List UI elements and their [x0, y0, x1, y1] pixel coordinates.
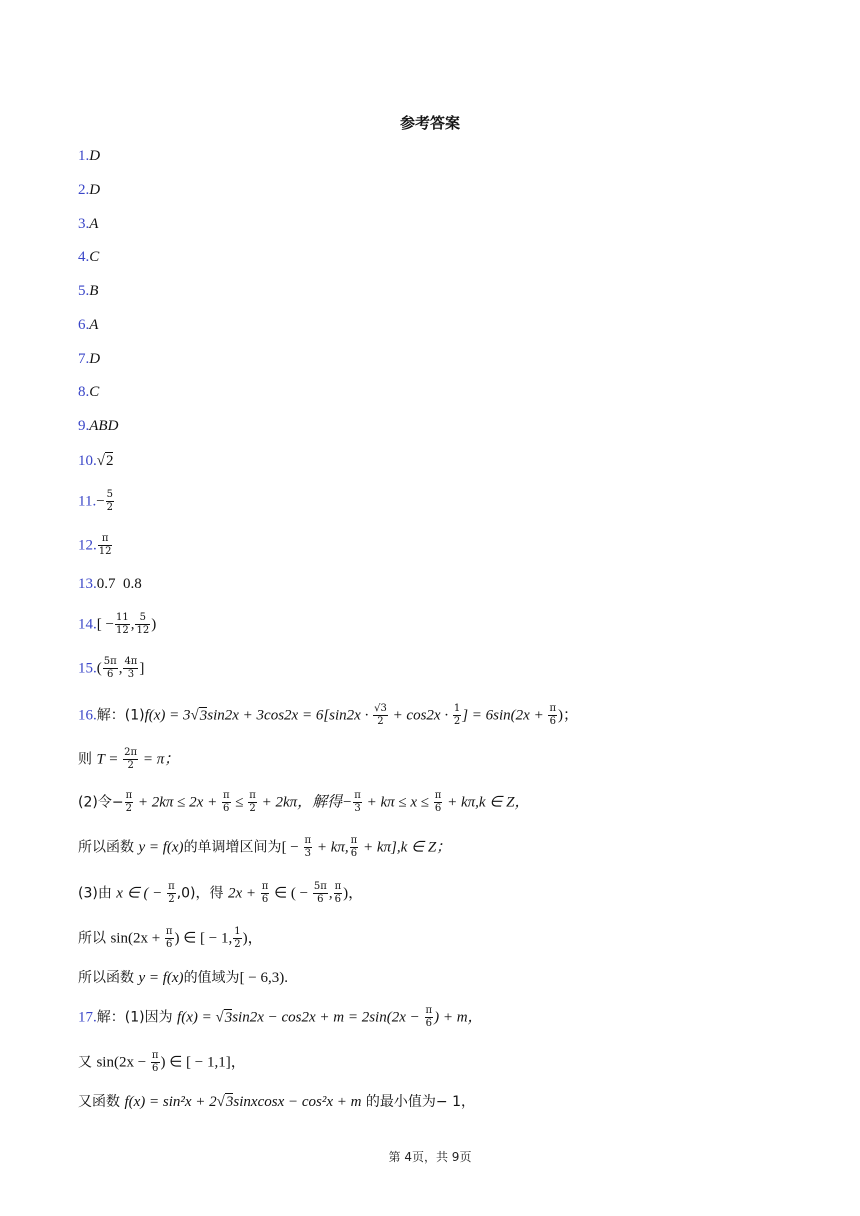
- fraction: $\frac{5}{12}$: [136, 612, 150, 636]
- fraction: $\frac{\pi}{6}$: [261, 881, 269, 905]
- fraction: $\frac{11}{12}$: [115, 612, 129, 636]
- q17-line-3: 又函数 f(x) = sin²x + 2√3sinxcosx − cos²x + m 的最小值为− 1，: [78, 1094, 475, 1110]
- fraction: $\frac{\pi}{2}$: [125, 790, 133, 814]
- fraction: $\frac{\pi}{2}$: [249, 790, 256, 814]
- answer-value: B: [89, 283, 99, 299]
- question-number: 17.: [78, 1009, 97, 1026]
- q17-line-2: 又 sin(2x − $\frac{\pi}{6}$ ) ∈ [ − 1,1]，: [78, 1050, 246, 1074]
- fraction: $\frac{√3}{2}$: [374, 703, 387, 727]
- answer-8: [78, 381, 99, 403]
- fraction: $\frac{\pi}{6}$: [350, 835, 358, 859]
- fraction: $\frac{\pi}{6}$: [334, 881, 342, 905]
- fraction: $\frac{\pi}{3}$: [354, 790, 361, 814]
- answer-6: [78, 314, 98, 336]
- fraction: $\frac{1}{2}$: [234, 926, 241, 950]
- answer-9: [78, 415, 118, 437]
- answer-value: D: [89, 148, 101, 164]
- page-title: 参考答案: [399, 114, 460, 132]
- answer-value: A: [89, 216, 99, 232]
- question-number: 12.: [78, 537, 97, 554]
- answer-value: D: [89, 182, 101, 198]
- answer-value: A: [89, 317, 99, 333]
- question-number: 16.: [78, 707, 97, 724]
- answer-10: 10.√2: [78, 453, 114, 469]
- question-number: 6.: [78, 317, 90, 333]
- question-number: 13.: [78, 576, 97, 592]
- question-number: 5.: [78, 283, 90, 299]
- answer-14: 14.[ − $\frac{11}{12}$ , $\frac{5}{12}$ ): [78, 612, 157, 636]
- fraction: $\frac{\pi}{3}$: [304, 835, 312, 859]
- fraction: $\frac{\pi}{6}$: [434, 790, 442, 814]
- fraction: $\frac{\pi}{6}$: [165, 926, 173, 950]
- question-number: 14.: [78, 616, 97, 633]
- question-number: 1.: [78, 148, 90, 164]
- question-number: 3.: [78, 216, 90, 232]
- question-number: 15.: [78, 660, 97, 677]
- question-number: 2.: [78, 182, 90, 198]
- answer-value: C: [89, 384, 100, 400]
- fraction: $\frac{2\pi}{2}$: [124, 747, 138, 771]
- page-footer: 第 4页，共 9页: [388, 1150, 472, 1164]
- fraction: $\frac{5\pi}{6}$: [103, 656, 117, 680]
- fraction: $\frac{\pi}{6}$: [425, 1005, 433, 1029]
- fraction: $\frac{\pi}{6}$: [222, 790, 230, 814]
- q16-line-6: 所以 sin(2x + $\frac{\pi}{6}$ ) ∈ [ − 1, $\frac{1}{2}$ )，: [78, 926, 263, 950]
- q16-line-7: 所以函数 y = f(x)的值域为[ − 6,3).: [78, 970, 289, 986]
- q16-line-2: 则 T = $\frac{2\pi}{2}$ = π；: [78, 747, 180, 771]
- fraction: $\frac{\pi}{6}$: [151, 1050, 159, 1074]
- fraction: $\frac{5}{2}$: [106, 489, 114, 513]
- answer-value: ABD: [89, 418, 119, 434]
- answer-11: 11.− $\frac{5}{2}$: [78, 489, 114, 513]
- q17-line-1: 17.解：(1)因为 f(x) = √3sin2x − cos2x + m = 2sin(2x − $\frac{\pi}{6}$ ) + m，: [78, 1005, 483, 1029]
- answer-15: 15.( $\frac{5\pi}{6}$ , $\frac{4\pi}{3}$ ]: [78, 656, 145, 680]
- question-number: 9.: [78, 418, 90, 434]
- question-number: 10.: [78, 453, 97, 469]
- answer-1: [78, 145, 100, 167]
- answer-2: [78, 179, 100, 201]
- q16-line-5: (3)由 x ∈ ( − $\frac{\pi}{2}$ ,0)，得 2x + $\frac{\pi}{6}$ ∈ ( − $\frac{5\pi}{6}$ , $\frac{\pi}{6}$ )，: [78, 881, 364, 905]
- q16-line-3: (2)令− $\frac{\pi}{2}$ + 2kπ ≤ 2x + $\frac{\pi}{6}$ ≤ $\frac{\pi}{2}$ + 2kπ，解得− $\frac{\pi}{3}$ + kπ ≤ x ≤ $\frac{\pi}{6}$ + kπ,k ∈ Z，: [78, 790, 530, 814]
- q16-line-4: 所以函数 y = f(x)的单调增区间为[ − $\frac{\pi}{3}$ + kπ, $\frac{\pi}{6}$ + kπ],k ∈ Z；: [78, 835, 452, 859]
- answer-7: [78, 348, 100, 370]
- answer-4: [78, 246, 99, 268]
- answer-3: [78, 213, 98, 235]
- answer-value: D: [89, 351, 101, 367]
- answer-12: [78, 533, 113, 558]
- fraction: $\frac{4\pi}{3}$: [124, 656, 138, 680]
- fraction: $\frac{\pi}{2}$: [168, 881, 175, 905]
- q16-line-1: 16.解：(1)f(x) = 3√3sin2x + 3cos2x = 6[sin2x · $\frac{√3}{2}$ + cos2x · $\frac{1}{2}$ ] = 6sin(2x + $\frac{\pi}{6}$ )；: [78, 703, 579, 727]
- question-number: 8.: [78, 384, 90, 400]
- question-number: 4.: [78, 249, 90, 265]
- answer-5: [78, 280, 98, 302]
- fraction: $\frac{\pi}{12}$: [98, 533, 112, 557]
- answer-value: C: [89, 249, 100, 265]
- fraction: $\frac{\pi}{6}$: [549, 703, 557, 727]
- question-number: 7.: [78, 351, 90, 367]
- fraction: $\frac{5\pi}{6}$: [313, 881, 327, 905]
- fraction: $\frac{1}{2}$: [453, 703, 461, 727]
- question-number: 11.: [78, 493, 97, 510]
- answer-13: 13.0.7 0.8: [78, 576, 142, 592]
